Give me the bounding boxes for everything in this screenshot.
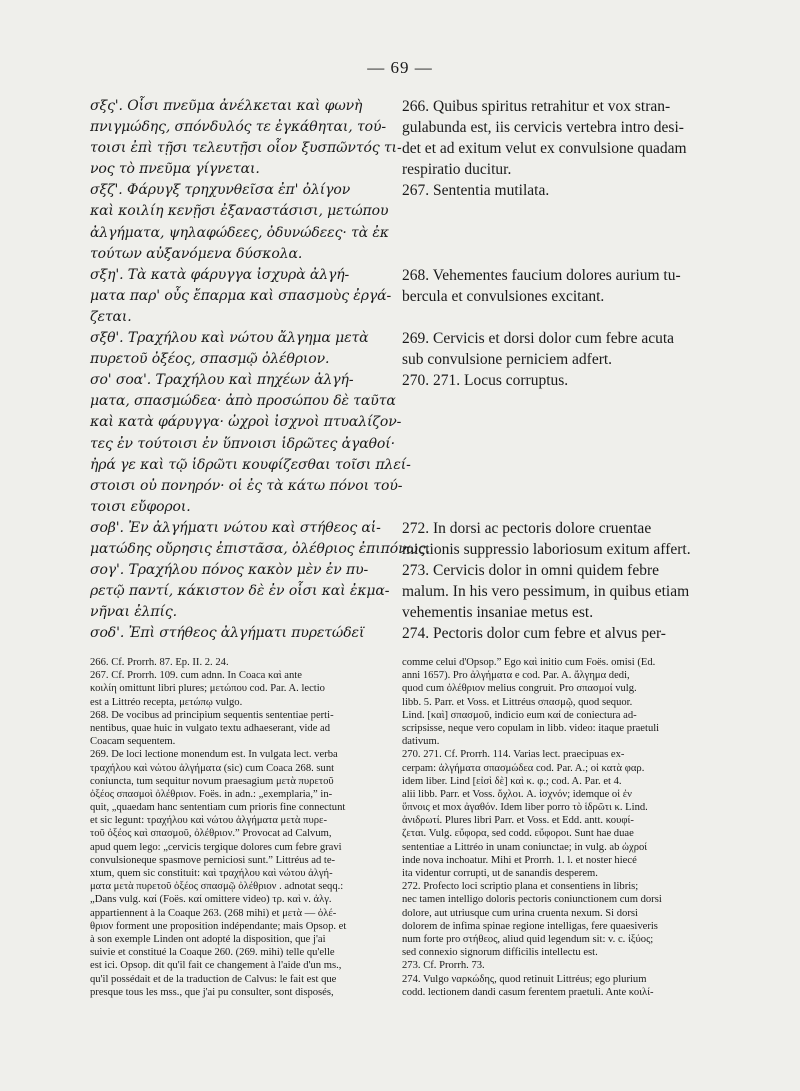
footnote-line: qu'il possédait et de la traduction de Calvus: le fait est que [90, 973, 337, 985]
footnote-line: nentibus, quae huic in vulgato textu adhaeserant, vide ad [90, 722, 331, 734]
footnote-line: 274. Vulgo ναρκώδης, quod retinuit Littréus; ego plurium [402, 973, 647, 985]
footnote-line: ita videntur corrupti, ut de sanandis desperem. [402, 868, 598, 879]
footnote-line: et sic legunt: τραχήλου καὶ νώτου ἀλγήματα μετὰ πυρε- [90, 815, 327, 827]
latin-text-line: sub convulsione perniciem adfert. [402, 351, 613, 369]
footnote-line: alii libb. Parr. et Voss. ὄχλοι. A. ἰσχνόν; idemque οἱ ἐν [402, 788, 632, 800]
greek-text-line: καὶ κατὰ φάρυγγα· ὠχροὶ ἰσχνοὶ πτυαλίζον- [90, 414, 402, 431]
greek-text-line: σξζ'. Φάρυγξ τρηχυνθεῖσα ἐπ' ὀλίγον [90, 182, 351, 199]
footnote-line: apud quem lego: „cervicis tergique dolores cum febre gravi [90, 841, 342, 853]
footnote-line: anni 1657). Pro ἀλγήματα e cod. Par. A. ἄλγημα dedi, [402, 670, 630, 682]
footnote-line: ζεται. Vulg. εὔφορα, sed codd. εὔφοροι. Sunt hae duae [402, 828, 634, 840]
latin-translation-column [402, 96, 718, 644]
footnote-line: 267. Cf. Prorrh. 109. cum adnn. In Coaca καὶ ante [90, 670, 302, 682]
greek-text-line: σξθ'. Τραχήλου καὶ νώτου ἄλγημα μετὰ [90, 330, 369, 347]
footnote-line: libb. 5. Parr. et Voss. et Littréus σπασμῷ, quod sequor. [402, 696, 633, 708]
greek-text-line: σοβ'. Ἐν ἀλγήματι νώτου καὶ στήθεος αἱ- [90, 519, 381, 536]
footnote-line: dativum. [402, 736, 440, 748]
footnote-line: est a Littréo recepta, μετώπῳ vulgo. [90, 696, 243, 708]
latin-text-line [402, 412, 718, 433]
latin-text-line [402, 201, 718, 222]
latin-text-line: 272. In dorsi ac pectoris dolore cruentae [402, 519, 652, 537]
latin-text-line: bercula et convulsiones excitant. [402, 287, 605, 305]
footnote-line: 269. De loci lectione monendum est. In vulgata lect. verba [90, 749, 338, 761]
greek-text-line: σογ'. Τραχήλου πόνος κακὸν μὲν ἐν πυ- [90, 562, 369, 579]
footnote-line: xtum, quem sic constituit: καὶ τραχήλου καὶ νώτου ἀλγή- [90, 868, 333, 879]
latin-text-line [402, 223, 718, 244]
greek-text-line: σοδ'. Ἐπὶ στήθεος ἀλγήματι πυρετώδεϊ [90, 625, 365, 642]
greek-text-line: πυρετοῦ ὀξέος, σπασμῷ ὀλέθριον. [90, 351, 330, 368]
greek-text-line: ἠρά γε καὶ τῷ ἱδρῶτι κουφίζεσθαι τοῖσι πλεί- [90, 456, 411, 473]
latin-text-line: respiratio ducitur. [402, 161, 512, 179]
latin-text-line [402, 455, 718, 476]
footnote-line: 270. 271. Cf. Prorrh. 114. Varias lect. praecipuas ex- [402, 749, 625, 761]
footnote-line: 266. Cf. Prorrh. 87. Ep. II. 2. 24. [90, 657, 229, 668]
footnote-line: τοῦ ὀξέος καὶ σπασμοῦ, ὀλέθριον.” Provocat ad Calvum, [90, 828, 332, 840]
footnote-line: 268. De vocibus ad principium sequentis sententiae perti- [90, 709, 334, 721]
greek-text-line: τοισι ἐπὶ τῇσι τελευτῇσι οἷον ξυσπῶντός τι- [90, 140, 402, 157]
greek-text-column [90, 96, 430, 644]
footnote-line: codd. lectionem dandi casum ferentem praetuli. Ante κοιλί- [402, 986, 654, 998]
greek-text-line: νῆναι ἐλπίς. [90, 604, 177, 621]
footnote-line: Lind. [καὶ] σπασμοῦ, indicio eum καί de coniectura ad- [402, 709, 637, 721]
latin-text-line [402, 434, 718, 455]
footnote-line: 273. Cf. Prorrh. 73. [402, 960, 485, 972]
latin-text-line [402, 307, 718, 328]
latin-text-line: vehementis insaniae metus est. [402, 604, 594, 622]
latin-text-line [402, 476, 718, 497]
greek-text-line: τες ἐν τούτοισι ἐν ὕπνοισι ἱδρῶτες ἀγαθοί· [90, 435, 395, 452]
page-number: — 69 — [367, 58, 433, 77]
footnote-line: suivie et constitué la Coaque 260. (269. mihi) telle qu'elle [90, 947, 335, 959]
greek-text-line: σξη'. Τὰ κατὰ φάρυγγα ἰσχυρὰ ἀλγή- [90, 266, 350, 283]
greek-text-line: σο' σοα'. Τραχήλου καὶ πηχέων ἀλγή- [90, 372, 354, 389]
footnotes-left-column [90, 656, 383, 999]
footnote-line: num forte pro στήθεος, aliud quid legendum sit: v. c. ἰξύος; [402, 933, 654, 945]
latin-text-line: 274. Pectoris dolor cum febre et alvus per- [402, 625, 666, 643]
footnote-line: Coacam sequentem. [90, 736, 176, 748]
latin-text-line: 266. Quibus spiritus retrahitur et vox stran- [402, 98, 671, 115]
footnote-line: quit, „quaedam hanc sententiam cum prioris fine connectunt [90, 802, 346, 814]
footnote-line: quod cum ὀλέθριον melius congruit. Pro σπασμοί vulg. [402, 683, 637, 695]
greek-text-line: καὶ κοιλίη κενῇσι ἐξαναστάσισι, μετώπου [90, 203, 389, 220]
footnote-line: à son exemple Linden ont adopté la disposition, que j'ai [90, 933, 326, 945]
footnote-line: ἀνιδρωτί. Plures libri Parr. et Voss. et Edd. antt. κουφί- [402, 815, 634, 827]
footnote-line: comme celui d'Opsop.” Ego καὶ initio cum Foës. omisi (Ed. [402, 657, 656, 668]
footnote-line: cerpam: ἀλγήματα σπασμώδεα cod. Par. A.; οἱ κατὰ φαρ. [402, 762, 645, 774]
greek-text-line: σξς'. Οἷσι πνεῦμα ἀνέλκεται καὶ φωνὴ [90, 98, 363, 114]
latin-text-line: mictionis suppressio laboriosum exitum affert. [402, 540, 691, 558]
latin-text-line: 269. Cervicis et dorsi dolor cum febre acuta [402, 330, 675, 348]
footnote-line: presque tous les mss., que j'ai pu consulter, sont disposés, [90, 986, 334, 998]
footnote-line: dolorem de infima spinae regione intelligas, fere quaesiveris [402, 920, 658, 932]
greek-text-line: ρετῷ παντί, κάκιστον δὲ ἐν οἷσι καὶ ἐκμα- [90, 583, 390, 600]
latin-text-line: 268. Vehementes faucium dolores aurium tu- [402, 266, 681, 284]
footnote-line: appartiennent à la Coaque 263. (268 mihi) et μετὰ — ὀλέ- [90, 907, 337, 919]
greek-text-line: ματώδης οὔρησις ἐπιστᾶσα, ὀλέθριος ἐπιπόνως. [90, 540, 430, 557]
latin-text-line: 267. Sententia mutilata. [402, 182, 550, 200]
footnote-line: θριον forment une proposition indépendante; mais Opsop. et [90, 920, 347, 932]
greek-text-line: νος τὸ πνεῦμα γίγνεται. [90, 161, 260, 178]
footnotes-right-column [402, 656, 718, 999]
latin-text-line [402, 391, 718, 412]
footnote-line: τραχήλου καὶ νώτου ἀλγήματα (sic) cum Coaca 268. sunt [90, 762, 335, 774]
footnote-line: 272. Profecto loci scriptio plana et consentiens in libris; [402, 881, 639, 893]
latin-text-line [402, 497, 718, 518]
footnote-line: ὕπνοις et mox ἀγαθόν. Idem liber porro τὸ ἱδρῶτι κ. Lind. [402, 802, 648, 814]
footnote-line: convulsioneque spasmove perniciosi sunt.” Littréus ad te- [90, 854, 336, 866]
greek-text-line: τούτων αὐξανόμενα δύσκολα. [90, 245, 303, 262]
footnote-line: dolore, aut utriusque cum urina cruenta nexum. Si dorsi [402, 907, 638, 919]
greek-text-line: ματα παρ' οὖς ἔπαρμα καὶ σπασμοὺς ἐργά- [90, 287, 392, 304]
greek-text-line: ματα, σπασμώδεα· ἀπὸ προσώπου δὲ ταῦτα [90, 393, 396, 410]
footnote-line: sed connexio signorum difficilis intellectu est. [402, 947, 598, 959]
footnote-line: ὀξέος σπασμοὶ ὀλέθριον. Foës. in adn.: „exemplaria,” in- [90, 788, 333, 800]
footnote-line: nec tamen intelligo doloris pectoris coniunctionem cum dorsi [402, 894, 662, 906]
latin-text-line: det et ad exitum velut ex convulsione quadam [402, 140, 687, 158]
greek-text-line: στοισι οὐ πονηρόν· οἱ ἐς τὰ κάτω πόνοι τού- [90, 477, 403, 494]
footnote-line: inde nova inchoatur. Mihi et Prorrh. 1. l. et noster hiecé [402, 854, 637, 866]
latin-text-line: 273. Cervicis dolor in omni quidem febre [402, 562, 659, 580]
greek-text-line: ζεται. [90, 308, 132, 325]
latin-text-line [402, 244, 718, 265]
footnote-line: idem liber. Lind [εἰσὶ δὲ] καὶ κ. φ.; cod. A. Par. et 4. [402, 775, 622, 787]
footnote-line: ματα μετὰ πυρετοῦ ὀξέος σπασμῷ ὀλέθριον . adnotat seqq.: [90, 881, 344, 893]
greek-text-line: τοισι εὔφοροι. [90, 498, 191, 515]
footnote-line: est ici. Opsop. dit qu'il fait ce changement à l'aide d'un ms., [90, 960, 342, 972]
latin-text-line: gulabunda est, iis cervicis vertebra intro desi- [402, 119, 684, 137]
footnote-line: κοιλίη omittunt libri plures; μετώπου cod. Par. A. lectio [90, 683, 325, 695]
footnote-line: scripsisse, neque vero copulam in libb. video: itaque praetuli [402, 722, 660, 734]
latin-text-line: malum. In his vero pessimum, in quibus etiam [402, 583, 690, 601]
greek-text-line: ἀλγήματα, ψηλαφώδεες, ὀδυνώδεες· τὰ ἐκ [90, 224, 389, 241]
footnote-line: coniuncta, tum sequitur novum praesagium μετὰ πυρετοῦ [90, 775, 334, 787]
footnote-line: sententiae a Littréo in unam coniunctae; in vulg. ab ὠχροί [402, 841, 648, 853]
greek-text-line: πνιγμώδης, σπόνδυλός τε ἐγκάθηται, τού- [90, 119, 387, 136]
latin-text-line: 270. 271. Locus corruptus. [402, 372, 569, 390]
footnote-line: „Dans vulg. καί (Foës. καί omittere video) τρ. καὶ ν. ἀλγ. [90, 894, 332, 906]
